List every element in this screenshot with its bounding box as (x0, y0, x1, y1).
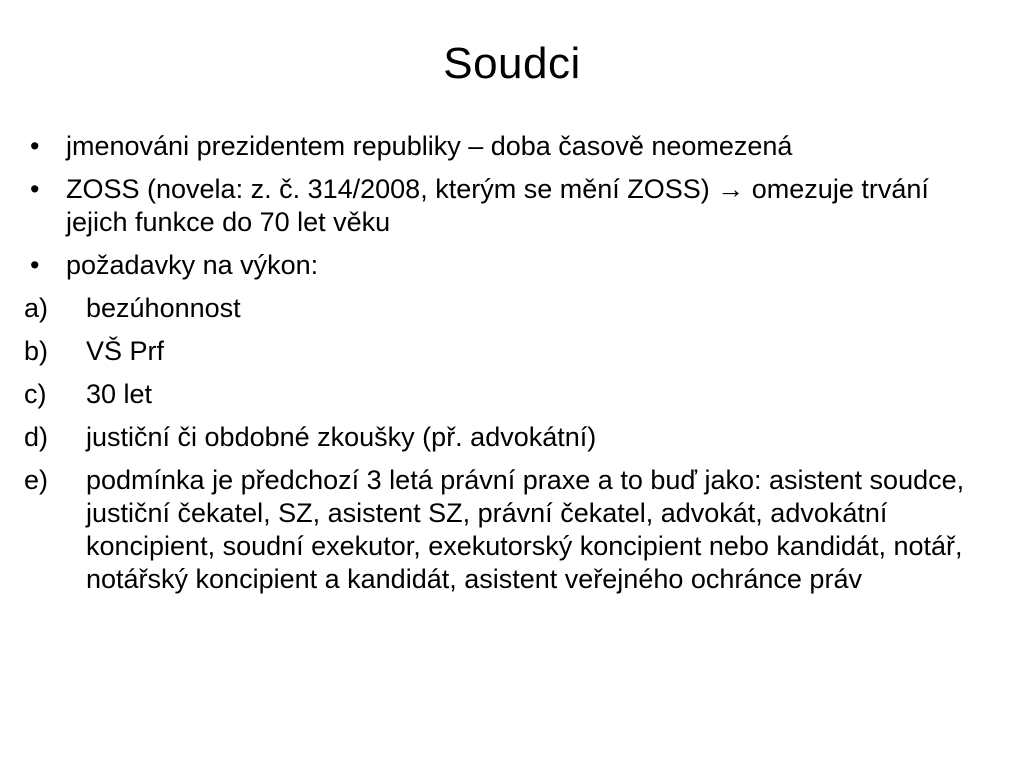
requirement-text: VŠ Prf (86, 336, 165, 366)
slide-content (24, 130, 984, 606)
requirement-text: podmínka je předchozí 3 letá právní praxe a to buď jako: asistent soudce, justiční čekatel, SZ, asistent SZ, právní čekatel, advokát, advokátní koncipient, soudní exekutor, exekutorský koncipient nebo kandidát, notář, notářský koncipient a kandidát, asistent veřejného ochránce práv (86, 465, 965, 594)
bullet-item (24, 249, 984, 282)
list-marker: a) (24, 293, 49, 323)
bullet-text: ZOSS (novela: z. č. 314/2008, kterým se mění ZOSS) (66, 174, 710, 204)
bullet-item (24, 173, 984, 239)
requirement-item (24, 421, 984, 454)
list-marker: d) (24, 422, 49, 452)
requirement-item (24, 292, 984, 325)
list-marker: c) (24, 379, 47, 409)
bullet-text: požadavky na výkon: (66, 250, 319, 280)
bullet-icon: • (30, 174, 40, 204)
bullet-icon: • (30, 250, 40, 280)
requirement-item (24, 464, 984, 596)
arrow-right-icon: → (717, 174, 745, 204)
slide-title: Soudci (443, 39, 581, 88)
requirement-text: 30 let (86, 379, 153, 409)
requirement-text: justiční či obdobné zkoušky (př. advokátní) (86, 422, 597, 452)
requirement-item (24, 378, 984, 411)
bullet-text: jmenováni prezidentem republiky – doba časově neomezená (66, 131, 793, 161)
requirement-item (24, 335, 984, 368)
list-marker: e) (24, 465, 49, 495)
bullet-icon: • (30, 131, 40, 161)
bullet-text-continuation: omezuje trvání jejich funkce do 70 let věku (66, 174, 929, 237)
list-marker: b) (24, 336, 49, 366)
bullet-item (24, 130, 984, 163)
requirement-text: bezúhonnost (86, 293, 241, 323)
